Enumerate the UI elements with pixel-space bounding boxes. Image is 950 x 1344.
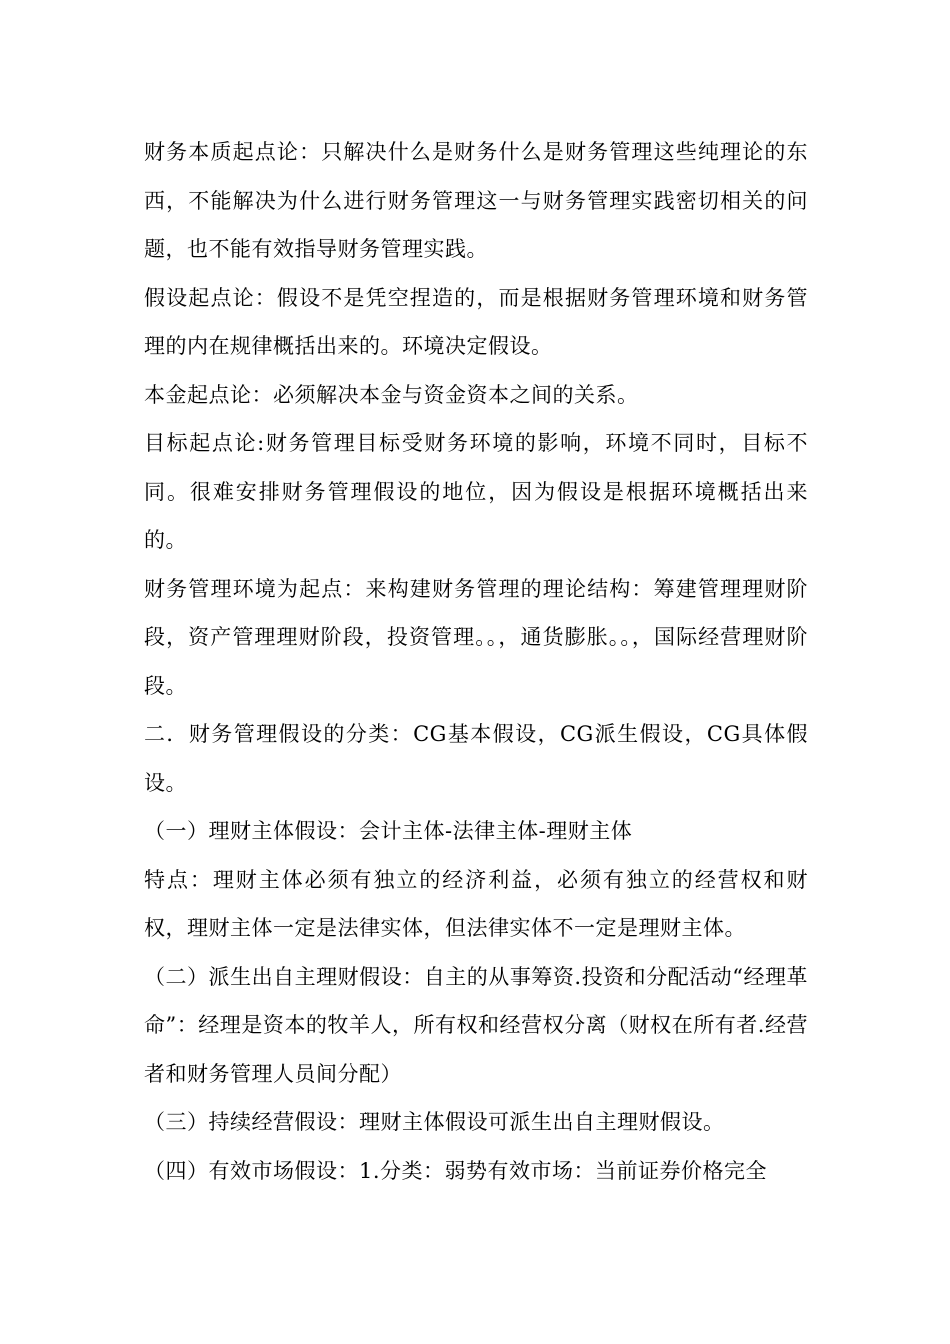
paragraph-assumption-classification: 二．财务管理假设的分类：CG基本假设，CG派生假设，CG具体假设。 bbox=[144, 722, 808, 795]
paragraph-goal-theory: 目标起点论:财务管理目标受财务环境的影响，环境不同时，目标不同。很难安排财务管理假设的地位，因为假设是根据环境概括出来的。 bbox=[144, 431, 808, 552]
paragraph-autonomy-assumption: （二）派生出自主理财假设：自主的从事筹资.投资和分配活动“经理革命”：经理是资本的牧羊人，所有权和经营权分离（财权在所有者.经营者和财务管理人员间分配） bbox=[144, 964, 808, 1086]
paragraph-efficient-market: （四）有效市场假设：1.分类：弱势有效市场：当前证券价格完全 bbox=[144, 1158, 768, 1183]
paragraph-essence-theory: 财务本质起点论：只解决什么是财务什么是财务管理这些纯理论的东西，不能解决为什么进行财务管理这一与财务管理实践密切相关的问题，也不能有效指导财务管理实践。 bbox=[144, 140, 808, 261]
paragraph-capital-theory: 本金起点论：必须解决本金与资金资本之间的关系。 bbox=[144, 382, 639, 407]
paragraph-going-concern: （三）持续经营假设：理财主体假设可派生出自主理财假设。 bbox=[144, 1110, 725, 1134]
paragraph-assumption-theory: 假设起点论：假设不是凭空捏造的，而是根据财务管理环境和财务管理的内在规律概括出来的。环境决定假设。 bbox=[144, 285, 808, 358]
paragraph-entity-features: 特点：理财主体必须有独立的经济利益，必须有独立的经营权和财权，理财主体一定是法律实体，但法律实体不一定是理财主体。 bbox=[144, 867, 808, 940]
paragraph-entity-assumption: （一）理财主体假设：会计主体-法律主体-理财主体 bbox=[144, 819, 633, 843]
document-body bbox=[144, 128, 808, 1195]
paragraph-environment-theory: 财务管理环境为起点：来构建财务管理的理论结构：筹建管理理财阶段，资产管理理财阶段，投资管理。。，通货膨胀。。，国际经营理财阶段。 bbox=[144, 576, 808, 698]
